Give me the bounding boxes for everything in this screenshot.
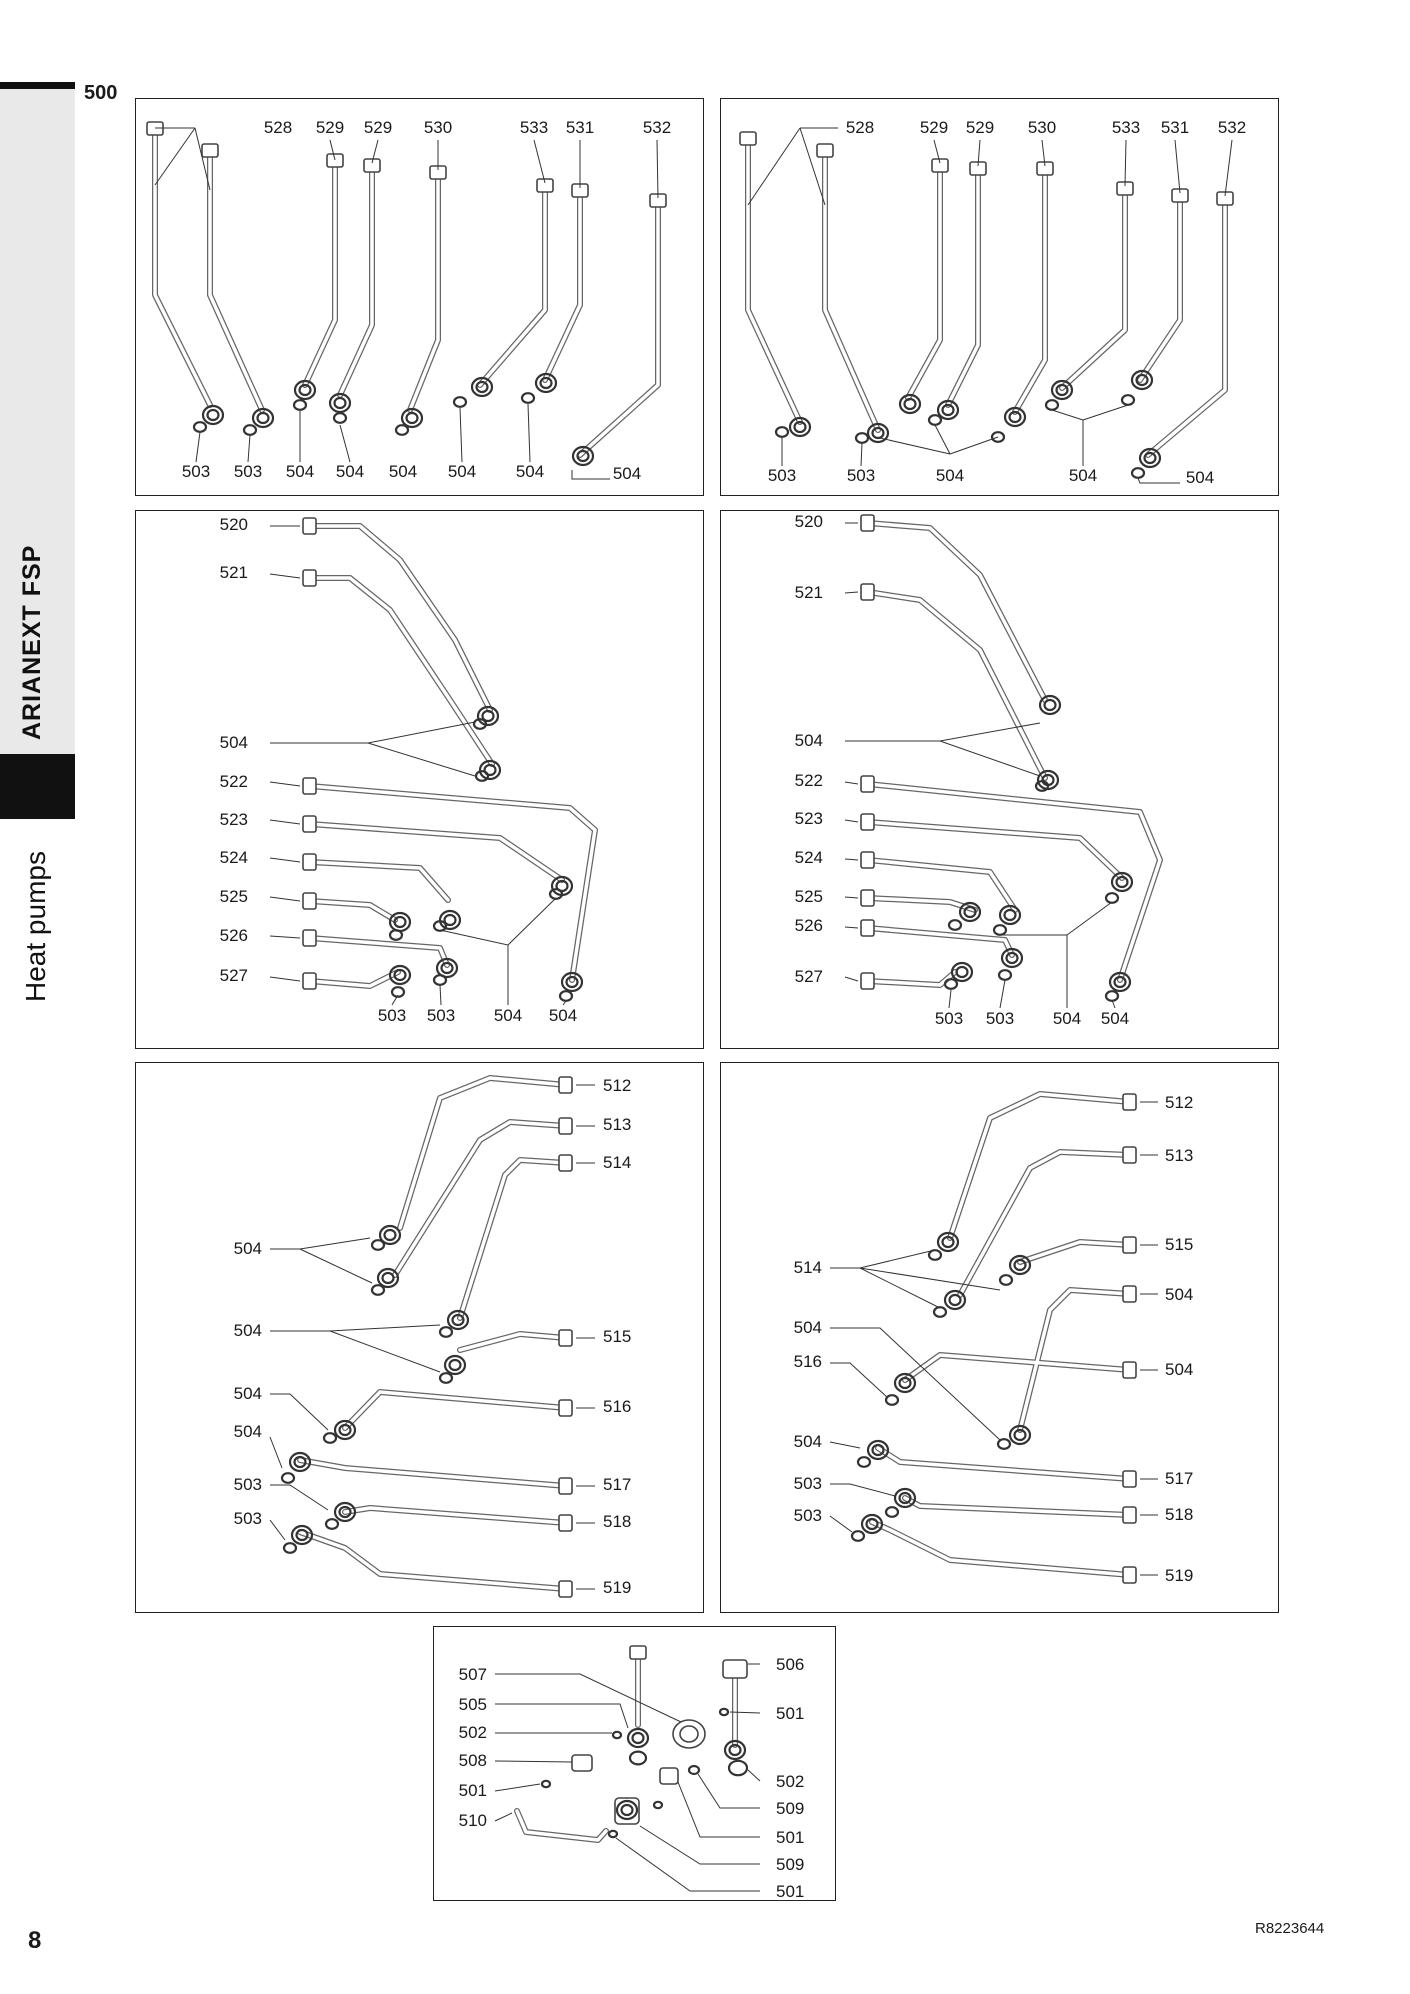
part-label: 516	[603, 1397, 632, 1416]
pipe-fitting	[1123, 1507, 1136, 1523]
part-label: 503	[793, 1474, 822, 1493]
o-ring-seal	[244, 425, 256, 435]
union-nut	[1040, 696, 1060, 714]
leader-line	[270, 1437, 282, 1468]
part-label: 527	[794, 967, 823, 986]
pipe	[868, 523, 1045, 700]
leader-line	[495, 1761, 572, 1762]
leader-line	[270, 1238, 370, 1249]
part-label: 506	[776, 1655, 805, 1674]
leader-line	[300, 1249, 372, 1283]
leader-line	[748, 1770, 760, 1781]
union-nut	[1000, 906, 1020, 924]
part-label: 526	[219, 926, 248, 945]
leader-line	[845, 592, 858, 593]
pipe-fitting	[559, 1155, 572, 1171]
part-label: 503	[767, 466, 797, 485]
o-ring-seal	[886, 1507, 898, 1517]
o-ring-seal	[949, 920, 961, 930]
o-ring-seal	[1046, 400, 1058, 410]
pipe-fitting	[1123, 1094, 1136, 1110]
part-label: 522	[219, 772, 248, 791]
pipe-fitting	[861, 890, 874, 906]
o-ring-seal	[372, 1285, 384, 1295]
o-ring-seal	[934, 1307, 946, 1317]
part-label: 530	[1027, 118, 1057, 137]
part-label: 503	[233, 1509, 262, 1528]
part-label: 529	[919, 118, 949, 137]
part-label: 504	[1165, 1360, 1194, 1379]
o-ring-seal	[1122, 395, 1134, 405]
part-label: 503	[377, 1006, 407, 1025]
leader-line	[340, 425, 350, 462]
leader-line	[678, 1782, 760, 1837]
part-label: 520	[794, 512, 823, 531]
part-label: 527	[219, 966, 248, 985]
part-label: 503	[181, 462, 211, 481]
leader-line	[1225, 140, 1232, 196]
part-label: 508	[458, 1751, 487, 1770]
leader-line	[830, 1363, 888, 1398]
o-ring-seal	[294, 400, 306, 410]
leader-line	[845, 897, 858, 898]
part-label: 512	[1165, 1093, 1194, 1112]
pipe	[1015, 168, 1045, 412]
leader-line	[830, 1250, 935, 1268]
part-label: 514	[793, 1258, 822, 1277]
leader-line	[270, 574, 300, 578]
part-label: 502	[458, 1723, 487, 1742]
pipe-fitting	[1123, 1147, 1136, 1163]
pipe-fitting	[364, 159, 380, 172]
o-ring-seal	[729, 1761, 747, 1775]
o-ring-seal	[994, 925, 1006, 935]
pipe	[948, 168, 978, 405]
product-title: ARIANEXT FSP	[18, 544, 46, 740]
part-label: 533	[519, 118, 549, 137]
pipe-fitting	[861, 920, 874, 936]
leader-line	[830, 1516, 852, 1532]
part-label: 512	[603, 1076, 632, 1095]
pipe	[868, 592, 1045, 778]
o-ring-seal	[852, 1531, 864, 1541]
leader-line	[330, 1331, 440, 1372]
o-ring-seal	[396, 425, 408, 435]
part-label: 532	[1217, 118, 1247, 137]
leader-line	[845, 723, 1040, 741]
o-ring-seal	[542, 1781, 550, 1787]
part-label: 504	[233, 1239, 262, 1258]
pipe-fitting	[327, 154, 343, 167]
leader-line	[845, 977, 858, 981]
o-ring-seal	[630, 1752, 646, 1765]
part-label: 504	[1100, 1009, 1130, 1028]
o-ring-seal	[282, 1473, 294, 1483]
leader-line	[528, 404, 530, 462]
leader-line	[270, 782, 300, 786]
pipe-fitting	[861, 515, 874, 531]
part-label: 504	[233, 1384, 262, 1403]
pipe-fitting	[1123, 1362, 1136, 1378]
pipe	[545, 190, 580, 380]
part-label: 515	[1165, 1235, 1194, 1254]
part-label: 501	[776, 1882, 805, 1901]
part-label: 504	[285, 462, 315, 481]
pipe	[480, 185, 545, 385]
leader-line	[460, 408, 462, 462]
o-ring-seal	[886, 1395, 898, 1405]
leader-line	[1175, 140, 1180, 193]
o-ring-seal	[324, 1433, 336, 1443]
part-label: 517	[603, 1475, 632, 1494]
valve-cap	[723, 1660, 747, 1678]
part-label: 521	[219, 563, 248, 582]
pipe	[748, 138, 800, 422]
part-label: 504	[1052, 1009, 1082, 1028]
part-label: 504	[1068, 466, 1098, 485]
part-label: 503	[934, 1009, 964, 1028]
pipe-fitting	[1123, 1567, 1136, 1583]
leader-line	[830, 1484, 895, 1496]
leader-line	[495, 1704, 628, 1728]
leader-line	[1052, 410, 1083, 420]
pipe-fitting	[537, 179, 553, 192]
pipe-fitting	[1123, 1286, 1136, 1302]
category-title: Heat pumps	[20, 851, 51, 1002]
part-label: 510	[458, 1811, 487, 1830]
pipe-fitting	[559, 1581, 572, 1597]
pipe-fitting	[303, 570, 316, 586]
o-ring-seal	[998, 1439, 1010, 1449]
o-ring-seal	[945, 979, 957, 989]
part-label: 531	[1160, 118, 1190, 137]
o-ring-seal	[440, 1373, 452, 1383]
o-ring-seal	[1000, 1275, 1012, 1285]
part-label: 504	[447, 462, 477, 481]
part-label: 504	[935, 466, 965, 485]
pipe-fitting	[559, 1400, 572, 1416]
leader-line	[534, 140, 545, 183]
pipe-fitting	[861, 814, 874, 830]
leader-line	[270, 1520, 285, 1540]
part-label: 518	[603, 1512, 632, 1531]
leader-line	[1138, 478, 1180, 483]
pipe	[310, 526, 490, 710]
part-label: 532	[642, 118, 672, 137]
pipe-fitting	[740, 132, 756, 145]
part-label: 519	[603, 1578, 632, 1597]
leader-line	[270, 820, 300, 824]
leader-line	[949, 990, 951, 1008]
pipe	[1148, 198, 1225, 455]
part-label: 504	[548, 1006, 578, 1025]
part-label: 509	[776, 1799, 805, 1818]
o-ring-seal	[609, 1831, 617, 1837]
o-ring-seal	[776, 427, 788, 437]
o-ring-seal	[613, 1732, 621, 1738]
part-label: 503	[233, 1475, 262, 1494]
part-label: 504	[515, 462, 545, 481]
part-label: 522	[794, 771, 823, 790]
part-label: 524	[794, 848, 823, 867]
part-label: 516	[793, 1352, 822, 1371]
o-ring-seal	[1132, 468, 1144, 478]
leader-line	[270, 1325, 440, 1331]
leader-line	[800, 128, 825, 205]
pipe-fitting	[1123, 1237, 1136, 1253]
pipe	[825, 150, 878, 430]
pipe-fitting	[303, 778, 316, 794]
pipe	[155, 128, 210, 405]
o-ring-seal	[434, 975, 446, 985]
leader-line	[270, 977, 300, 981]
pipe-fitting	[559, 1118, 572, 1134]
part-label: 523	[794, 809, 823, 828]
pipe-fitting	[861, 973, 874, 989]
pipe	[580, 200, 658, 455]
union-nut	[203, 406, 223, 424]
union-nut	[628, 1729, 648, 1747]
part-label: 503	[233, 462, 263, 481]
leader-line	[950, 437, 998, 454]
pipe-fitting	[817, 144, 833, 157]
part-label: 526	[794, 916, 823, 935]
pipe	[868, 928, 1012, 955]
part-label: 528	[845, 118, 875, 137]
part-label: 529	[315, 118, 345, 137]
drain-valve	[572, 1755, 592, 1771]
part-label: 503	[793, 1506, 822, 1525]
pipe-fitting	[861, 584, 874, 600]
o-ring-seal	[856, 433, 868, 443]
leader-line	[270, 722, 475, 743]
part-label: 504	[794, 731, 823, 750]
o-ring-seal	[654, 1802, 662, 1808]
part-label: 525	[794, 887, 823, 906]
pipe-fitting	[559, 1077, 572, 1093]
part-label: 504	[335, 462, 365, 481]
part-label: 528	[263, 118, 293, 137]
part-label: 503	[846, 466, 876, 485]
leader-line	[940, 741, 1040, 776]
leader-line	[270, 1394, 328, 1430]
part-label: 503	[426, 1006, 456, 1025]
leader-line	[270, 936, 300, 938]
leader-line	[1000, 980, 1005, 1008]
leader-line	[861, 443, 862, 466]
pipe-fitting	[559, 1515, 572, 1531]
part-label: 513	[603, 1115, 632, 1134]
part-label: 507	[458, 1665, 487, 1684]
part-label: 504	[219, 733, 248, 752]
part-label: 513	[1165, 1146, 1194, 1165]
leader-line	[1083, 405, 1128, 420]
pipe	[460, 1160, 566, 1318]
leader-line	[845, 782, 858, 784]
pipe-fitting	[932, 159, 948, 172]
part-label: 504	[388, 462, 418, 481]
o-ring-seal	[999, 970, 1011, 980]
section-number: 500	[84, 82, 118, 104]
pipe-fitting	[303, 893, 316, 909]
part-label: 531	[565, 118, 595, 137]
leader-line	[495, 1813, 512, 1821]
pipe-fitting	[861, 852, 874, 868]
part-label: 523	[219, 810, 248, 829]
pipe-fitting	[630, 1646, 646, 1659]
o-ring-seal	[560, 991, 572, 1001]
pipe-fitting	[559, 1478, 572, 1494]
pipe	[210, 150, 262, 410]
o-ring-seal	[1106, 991, 1118, 1001]
pipe-fitting	[1123, 1471, 1136, 1487]
leader-line	[572, 470, 610, 479]
leader-line	[657, 140, 658, 198]
o-ring-seal	[929, 1250, 941, 1260]
part-label: 501	[776, 1704, 805, 1723]
part-label: 501	[458, 1781, 487, 1800]
leader-line	[698, 1774, 760, 1808]
leader-line	[196, 432, 200, 462]
part-label: 501	[776, 1828, 805, 1847]
leader-line	[368, 743, 475, 776]
part-label: 504	[1165, 1285, 1194, 1304]
part-label: 517	[1165, 1469, 1194, 1488]
leader-line	[495, 1674, 681, 1722]
o-ring-seal	[326, 1519, 338, 1529]
o-ring-seal	[522, 393, 534, 403]
union-nut	[440, 911, 460, 929]
o-ring-seal	[689, 1766, 699, 1774]
part-label: 518	[1165, 1505, 1194, 1524]
union-nut	[1010, 1256, 1030, 1274]
leader-line	[935, 425, 950, 454]
leader-line	[495, 1784, 540, 1791]
o-ring-seal	[1106, 893, 1118, 903]
leader-line	[270, 897, 300, 901]
o-ring-seal	[390, 930, 402, 940]
pipe	[872, 1522, 1130, 1575]
union-nut	[445, 1356, 465, 1374]
pipe-fitting	[303, 973, 316, 989]
pipe-fitting	[303, 816, 316, 832]
part-label: 504	[493, 1006, 523, 1025]
part-label: 525	[219, 887, 248, 906]
pipe-fitting	[303, 930, 316, 946]
part-label: 504	[793, 1432, 822, 1451]
pipe-fitting	[303, 854, 316, 870]
pipe	[310, 862, 448, 900]
pipe	[960, 1152, 1130, 1295]
o-ring-seal	[284, 1543, 296, 1553]
leader-line	[270, 858, 300, 862]
part-label: 524	[219, 848, 248, 867]
pipe-fitting	[303, 518, 316, 534]
o-ring-seal	[334, 413, 346, 423]
leader-line	[440, 985, 441, 1005]
part-label: 504	[233, 1321, 262, 1340]
part-label: 504	[233, 1422, 262, 1441]
o-ring-seal	[858, 1457, 870, 1467]
o-ring-seal	[454, 397, 466, 407]
o-ring-seal	[372, 1240, 384, 1250]
part-label: 533	[1111, 118, 1141, 137]
leader-line	[440, 930, 508, 1005]
document-reference: R8223644	[1255, 1920, 1325, 1937]
o-ring-seal	[720, 1709, 728, 1715]
leader-line	[830, 1442, 860, 1448]
union-nut	[378, 1269, 398, 1287]
leader-line	[1067, 902, 1112, 935]
pipe	[300, 1532, 566, 1589]
leader-line	[845, 927, 858, 928]
pipe	[908, 165, 940, 398]
part-label: 503	[985, 1009, 1015, 1028]
part-label: 529	[965, 118, 995, 137]
leader-line	[845, 820, 858, 822]
part-label: 521	[794, 583, 823, 602]
part-label: 509	[776, 1855, 805, 1874]
part-label: 502	[776, 1772, 805, 1791]
part-label: 519	[1165, 1566, 1194, 1585]
pipe-fitting	[559, 1330, 572, 1346]
o-ring-seal	[440, 1327, 452, 1337]
part-label: 514	[603, 1153, 632, 1172]
leader-line	[508, 898, 556, 945]
leader-line	[845, 859, 858, 860]
part-label: 504	[612, 464, 642, 483]
part-label: 515	[603, 1327, 632, 1346]
leader-line	[1125, 140, 1126, 186]
page-number: 8	[28, 1927, 42, 1954]
pipe-fitting	[861, 776, 874, 792]
leader-line	[880, 438, 950, 454]
leader-line	[640, 1826, 760, 1864]
pipe-fitting	[202, 144, 218, 157]
part-label: 520	[219, 515, 248, 534]
o-ring-seal	[929, 415, 941, 425]
part-label: 504	[793, 1318, 822, 1337]
part-label: 529	[363, 118, 393, 137]
fitting-elbow	[660, 1768, 678, 1784]
part-label: 505	[458, 1695, 487, 1714]
union-nut	[945, 1291, 965, 1309]
part-label: 530	[423, 118, 453, 137]
leader-line	[248, 435, 250, 462]
part-label: 504	[1185, 468, 1215, 487]
leader-line	[155, 128, 195, 185]
o-ring-seal	[194, 422, 206, 432]
leader-line	[270, 1485, 328, 1510]
